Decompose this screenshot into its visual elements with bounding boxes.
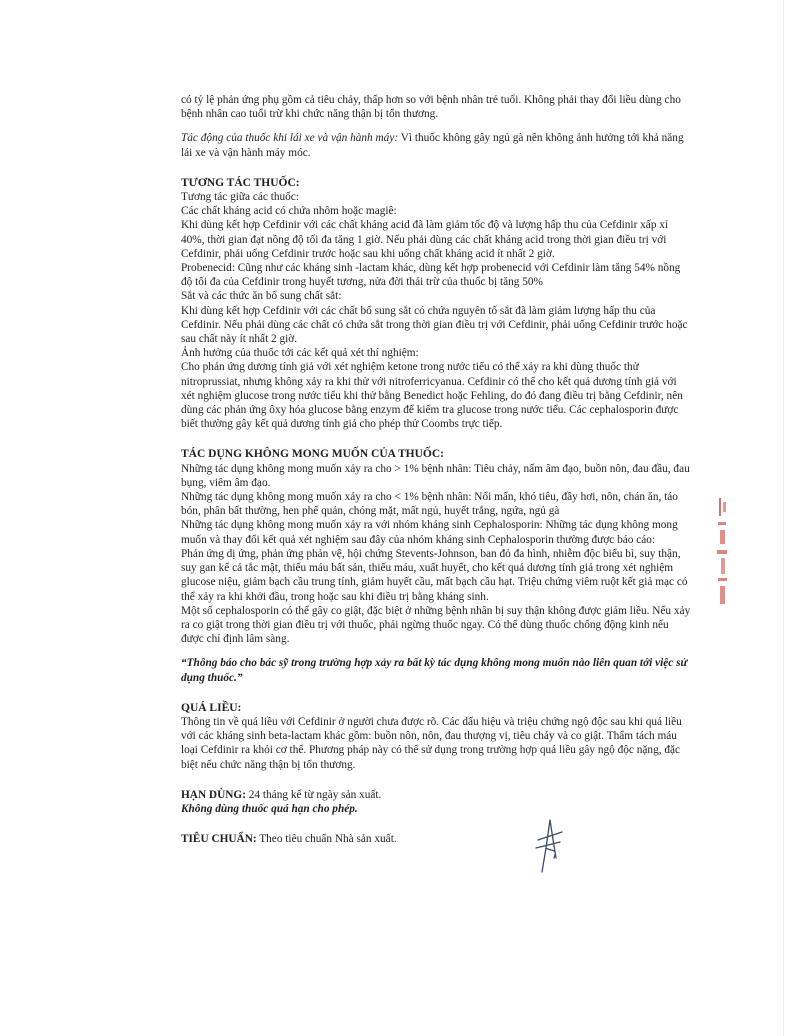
driving-text: Vì thuốc không gây ngủ gà nên không ảnh hưởng tới khả năng lái xe và vận hành máy móc. [181, 132, 684, 159]
adverse-heading: TÁC DỤNG KHÔNG MONG MUỐN CỦA THUỐC: [181, 448, 445, 461]
interactions-line: Các chất kháng acid có chứa nhôm hoặc magiê: [181, 205, 397, 218]
expiry-label: HẠN DÙNG: [181, 788, 246, 801]
adverse-line: Những tác dụng không mong muốn xảy ra với nhóm kháng sinh Cephalosporin: Những tác dụng không mong muốn và thay đổi kết quả xét nghiệm sau đây của nhóm kháng sinh Cephalosporin thường được báo cáo: [181, 519, 678, 546]
interactions-line: Ảnh hưởng của thuốc tới các kết quả xét thí nghiệm: [181, 347, 419, 360]
adverse-line: Một số cephalosporin có thể gây co giật, đặc biệt ở những bệnh nhân bị suy thận không được giảm liều. Nếu xảy ra co giật trong thời gian điều trị với thuốc, phải ngừng thuốc ngay. Có thể dùng thuốc chống động kinh nếu được chỉ định lâm sàng. [181, 604, 691, 646]
adverse-line: Những tác dụng không mong muốn xảy ra cho < 1% bệnh nhân: Nổi mẩn, khó tiêu, đầy hơi, nôn, chán ăn, táo bón, phân bất thường, hen phế quản, chóng mặt, mất ngủ, huyết trắng, ngứa, ngủ gà [181, 491, 678, 518]
interactions-line: Probenecid: Cũng như các kháng sinh -lactam khác, dùng kết hợp probenecid với Cefdinir làm tăng 54% nồng độ tối đa của Cefdinir trong huyết tương, nửa đời thải trừ của thuốc bị tăng 50% [181, 262, 681, 289]
interactions-line: Sắt và các thức ăn bổ sung chất sắt: [181, 290, 342, 303]
elderly-paragraph: có tỷ lệ phản ứng phụ gồm cả tiêu chảy, thấp hơn so với bệnh nhân trẻ tuổi. Không phải thay đổi liều dùng cho bệnh nhân cao tuổi trừ khi chức năng thận bị tổn thương. [181, 94, 681, 121]
adverse-line: Phản ứng dị ứng, phản ứng phản vệ, hội chứng Stevents-Johnson, ban đỏ đa hình, nhiễm độc biểu bì, suy thận, suy gan kể cả tắc mật, thiếu máu bất sản, thiếu máu, xuất huyết, cho kết quả dương tính giả trong xét nghiệm glucose niệu, giảm bạch cầu trung tính, giảm huyết cầu, mất bạch cầu hạt. Triệu chứng viêm ruột kết giả mạc có thể xảy ra khi khởi đầu, trong hoặc sau khi điều trị bằng kháng sinh. [181, 547, 688, 603]
interactions-line: Cho phản ứng dương tính giả với xét nghiệm ketone trong nước tiểu có thể xảy ra khi dùng thuốc thử nitroprussiat, nhưng không xảy ra khi thử với nitroferricyanua. Cefdinir có thể cho kết quả dương tính giả với xét nghiệm glucose trong nước tiểu khi thử bằng Benedict hoặc Fehling, do đó đang điều trị bằng Cefdinir, nên dùng các phản ứng ôxy hóa glucose bằng enzym để kiểm tra glucose trong nước tiểu. Các cephalosporin được biết thường gây kết quả dương tính giả cho phép thử Coombs trực tiếp. [181, 361, 683, 431]
interactions-line: Khi dùng kết hợp Cefdinir với các chất bổ sung sắt có chứa nguyên tố sắt đã làm giảm lượng hấp thu của Cefdinir. Nếu phải dùng các chất có chứa sắt trong thời gian điều trị với Cefdinir, phải uống Cefdinir trước hoặc sau chất này ít nhất 2 giờ. [181, 304, 688, 346]
scan-edge [783, 0, 784, 1036]
adverse-line: Những tác dụng không mong muốn xảy ra cho > 1% bệnh nhân: Tiêu chảy, nấm âm đạo, buồn nôn, đau đầu, đau bụng, viêm âm đạo. [181, 462, 690, 489]
document-body [181, 93, 691, 846]
interactions-line: Tương tác giữa các thuốc: [181, 191, 299, 204]
standard-label: TIÊU CHUẨN: [181, 833, 257, 846]
driving-label: Tác động của thuốc khi lái xe và vận hành máy: [181, 132, 399, 145]
expiry-line [181, 788, 691, 802]
expiry-text: 24 tháng kể từ ngày sản xuất. [245, 788, 382, 801]
interactions-heading: TƯƠNG TÁC THUỐC: [181, 176, 300, 189]
signature-mark [532, 818, 568, 874]
adverse-notice: “Thông báo cho bác sỹ trong trường hợp xảy ra bất kỳ tác dụng không mong muốn nào liên quan tới việc sử dụng thuốc.” [181, 657, 688, 684]
red-stamp-mark [717, 498, 729, 608]
interactions-line: Khi dùng kết hợp Cefdinir với các chất kháng acid đã làm giảm tốc độ và lượng hấp thu của Cefdinir xấp xỉ 40%, thời gian đạt nồng độ tối đa tăng 1 giờ. Nếu phải dùng các chất kháng acid trong thời gian điều trị với Cefdinir, phải uống Cefdinir trước hoặc sau khi uống chất kháng acid ít nhất 2 giờ. [181, 219, 669, 260]
overdose-text: Thông tin về quá liều với Cefdinir ở người chưa được rõ. Các dấu hiệu và triệu chứng ngộ độc sau khi quá liều với các kháng sinh beta-lactam khác gồm: buồn nôn, nôn, đau thượng vị, tiêu chảy và co giật. Thẩm tách máu loại Cefdinir ra khỏi cơ thể. Phương pháp này có thể sử dụng trong trường hợp quá liều gây ngộ độc nặng, đặc biệt nếu chức năng thận bị tổn thương. [181, 715, 682, 771]
standard-line [181, 832, 691, 846]
overdose-heading: QUÁ LIỀU: [181, 701, 242, 714]
standard-text: Theo tiêu chuẩn Nhà sản xuất. [256, 833, 397, 846]
driving-paragraph [181, 131, 691, 159]
expiry-warning: Không dùng thuốc quá hạn cho phép. [181, 802, 358, 815]
